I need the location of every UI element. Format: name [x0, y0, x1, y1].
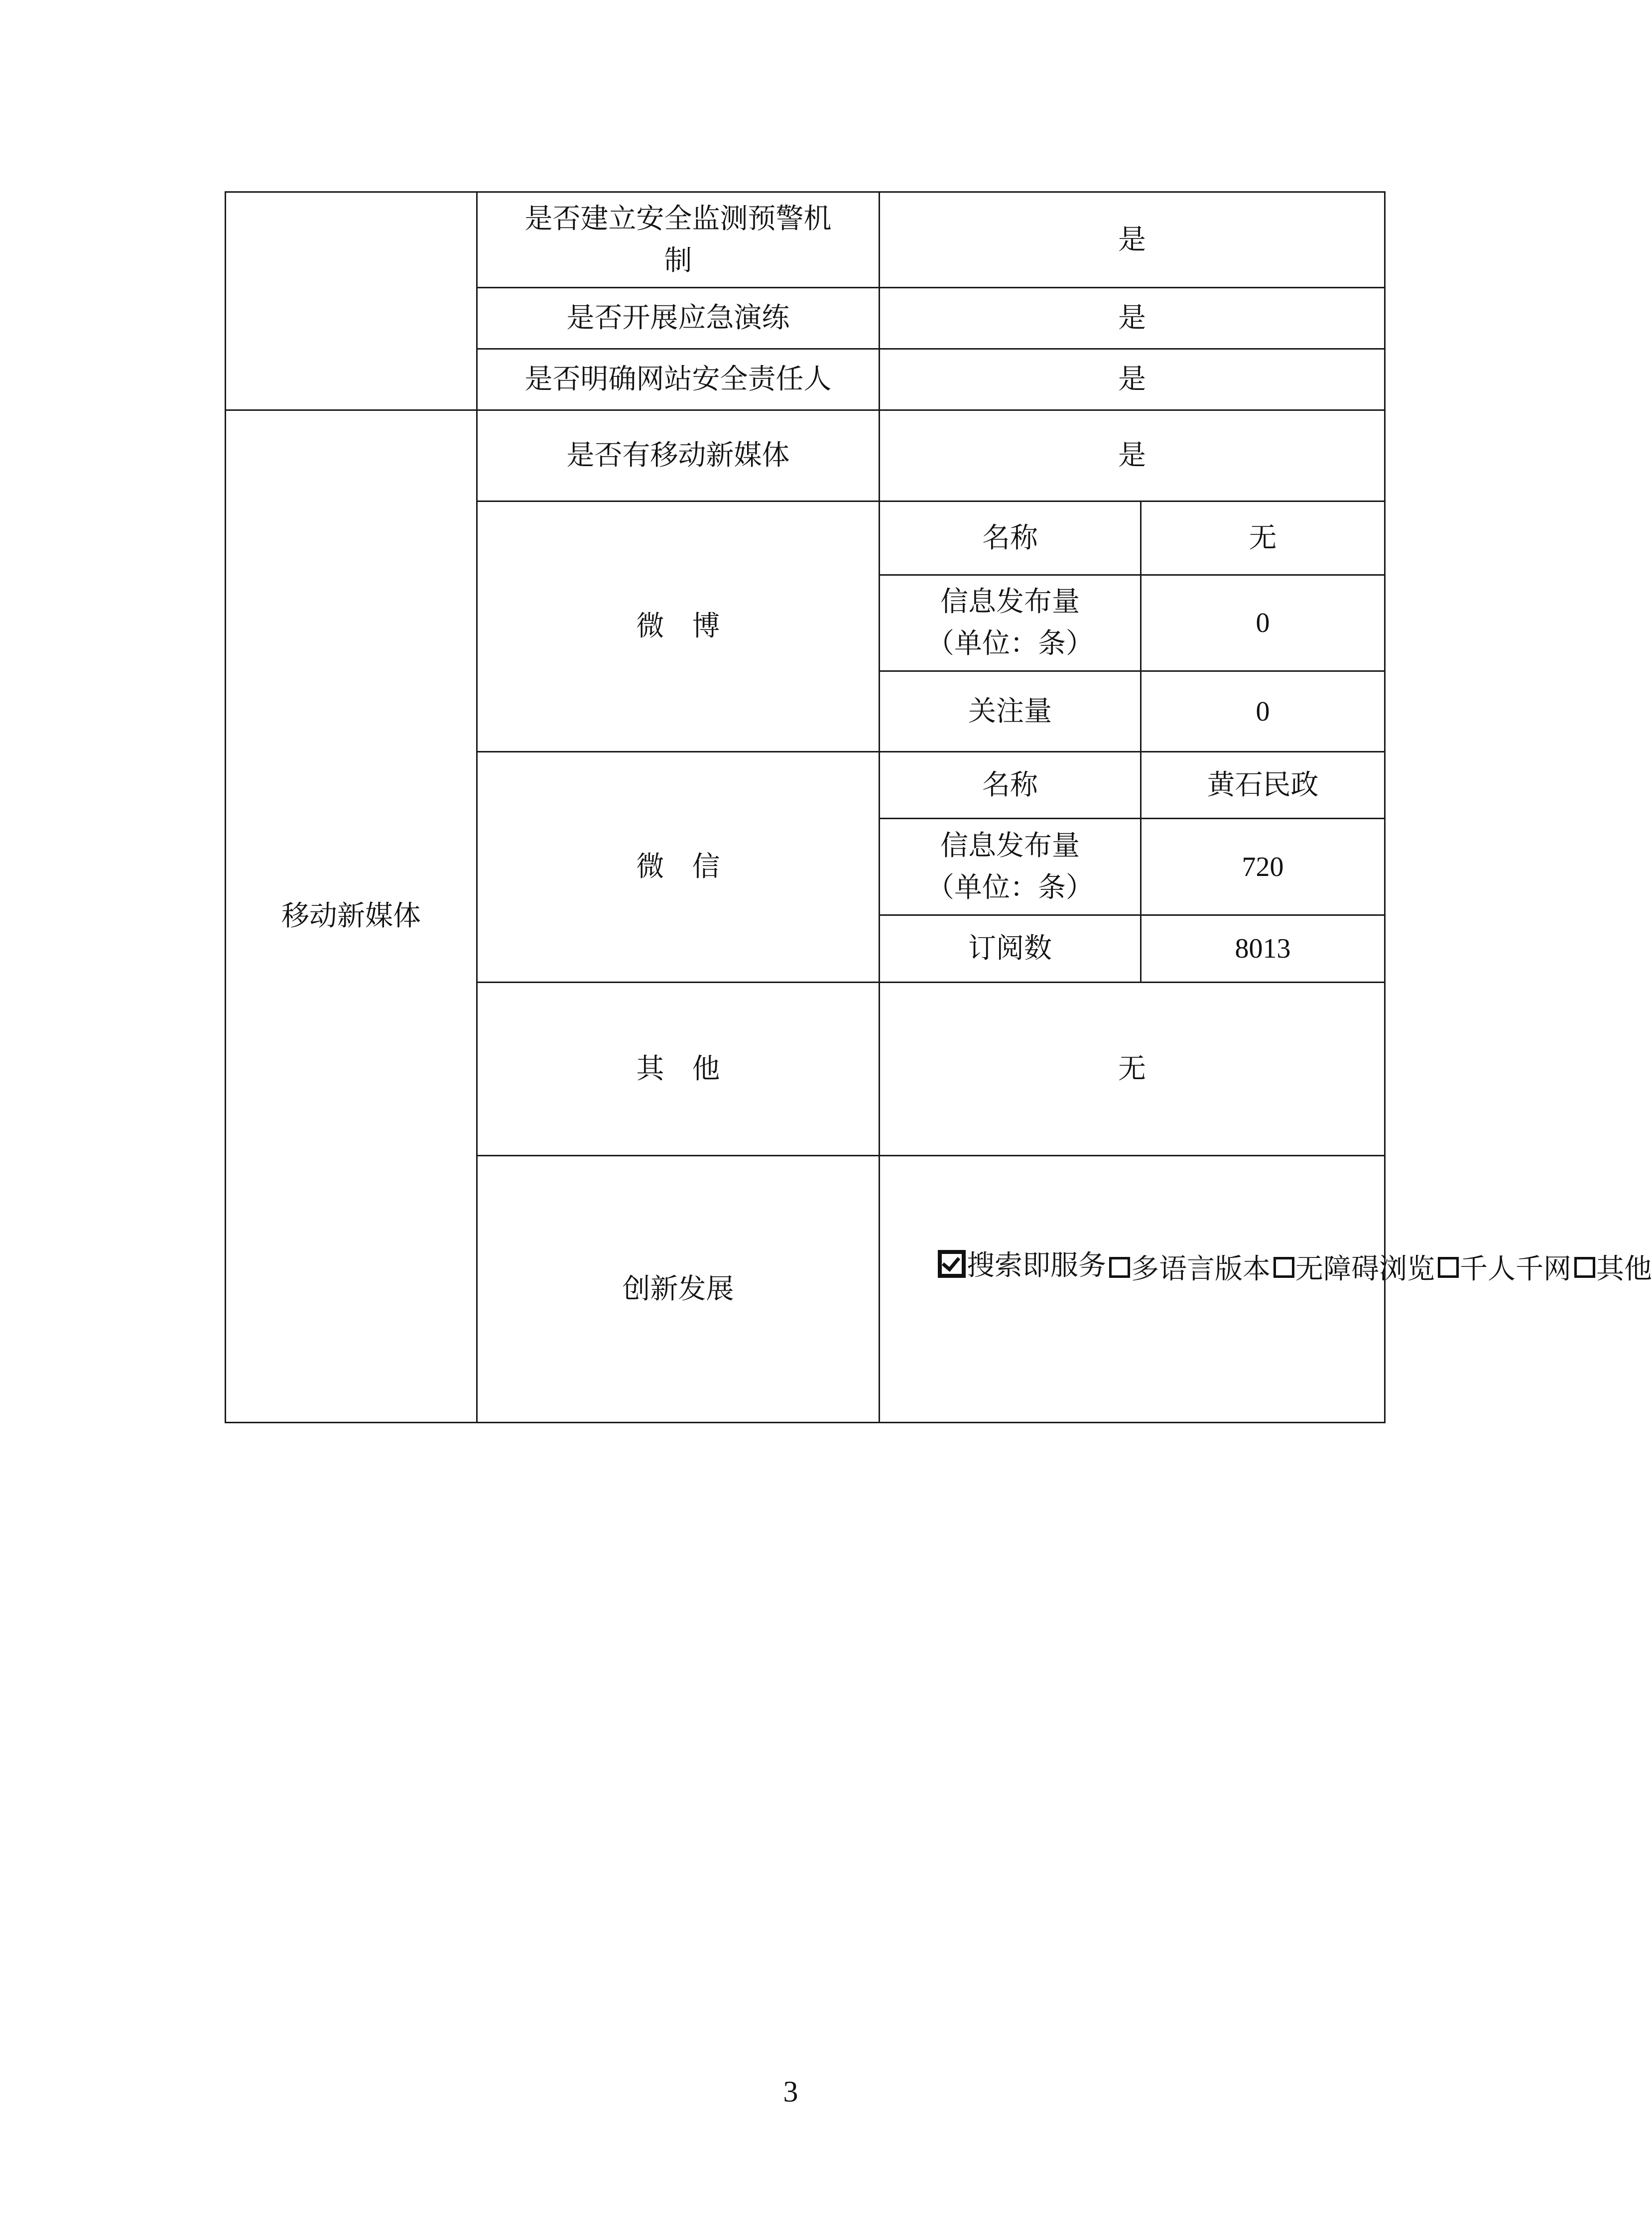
unchecked-box-icon[interactable] — [1273, 1257, 1294, 1278]
drill-value: 是 — [880, 288, 1385, 349]
weibo-posts-label — [880, 575, 1141, 671]
innovation-option[interactable] — [1435, 1248, 1571, 1290]
unchecked-box-icon[interactable] — [1438, 1257, 1459, 1278]
monitoring-value: 是 — [880, 192, 1385, 288]
wechat-posts-label-line2: （单位：条） — [926, 871, 1094, 904]
other-label: 其 他 — [477, 983, 880, 1156]
weibo-posts-label-line2: （单位：条） — [926, 627, 1094, 660]
checked-box-icon[interactable] — [938, 1250, 966, 1278]
drill-label: 是否开展应急演练 — [477, 288, 880, 349]
wechat-posts-value: 720 — [1141, 819, 1385, 915]
innovation-option-label: 多语言版本 — [1131, 1253, 1271, 1285]
responsible-value: 是 — [880, 349, 1385, 410]
mobile-section-label: 移动新媒体 — [226, 410, 477, 1423]
innovation-option[interactable] — [1571, 1248, 1652, 1290]
unchecked-box-icon[interactable] — [1574, 1257, 1595, 1278]
innovation-option-label: 无障碍浏览 — [1295, 1253, 1435, 1285]
wechat-subscribers-label: 订阅数 — [880, 915, 1141, 983]
wechat-posts-label-line1: 信息发布量 — [940, 829, 1080, 862]
wechat-name-label: 名称 — [880, 752, 1141, 819]
has-mobile-value: 是 — [880, 410, 1385, 501]
wechat-label: 微 信 — [477, 752, 880, 983]
innovation-option[interactable] — [1106, 1248, 1271, 1290]
weibo-name-value: 无 — [1141, 501, 1385, 575]
unchecked-box-icon[interactable] — [1109, 1257, 1130, 1278]
page-number: 3 — [783, 2075, 798, 2108]
innovation-option[interactable] — [1271, 1248, 1435, 1290]
wechat-posts-label — [880, 819, 1141, 915]
weibo-label: 微 博 — [477, 501, 880, 752]
innovation-option-label: 搜索即服务 — [967, 1249, 1106, 1282]
weibo-followers-label: 关注量 — [880, 671, 1141, 752]
weibo-followers-value: 0 — [1141, 671, 1385, 752]
responsible-label: 是否明确网站安全责任人 — [477, 349, 880, 410]
innovation-option-label: 千人千网 — [1460, 1253, 1571, 1285]
weibo-posts-value: 0 — [1141, 575, 1385, 671]
has-mobile-label: 是否有移动新媒体 — [477, 410, 880, 501]
innovation-option[interactable] — [935, 1245, 1106, 1287]
weibo-posts-label-line1: 信息发布量 — [940, 586, 1080, 618]
weibo-name-label: 名称 — [880, 501, 1141, 575]
innovation-label: 创新发展 — [477, 1156, 880, 1423]
other-value: 无 — [880, 983, 1385, 1156]
innovation-options — [880, 1156, 1652, 1423]
report-table — [225, 191, 1652, 1423]
monitoring-label: 是否建立安全监测预警机制 — [477, 192, 880, 288]
wechat-name-value: 黄石民政 — [1141, 752, 1385, 819]
security-section-cell — [226, 192, 477, 410]
innovation-option-label: 其他 — [1596, 1253, 1652, 1285]
wechat-subscribers-value: 8013 — [1141, 915, 1385, 983]
innovation-option-list — [935, 1245, 1652, 1292]
